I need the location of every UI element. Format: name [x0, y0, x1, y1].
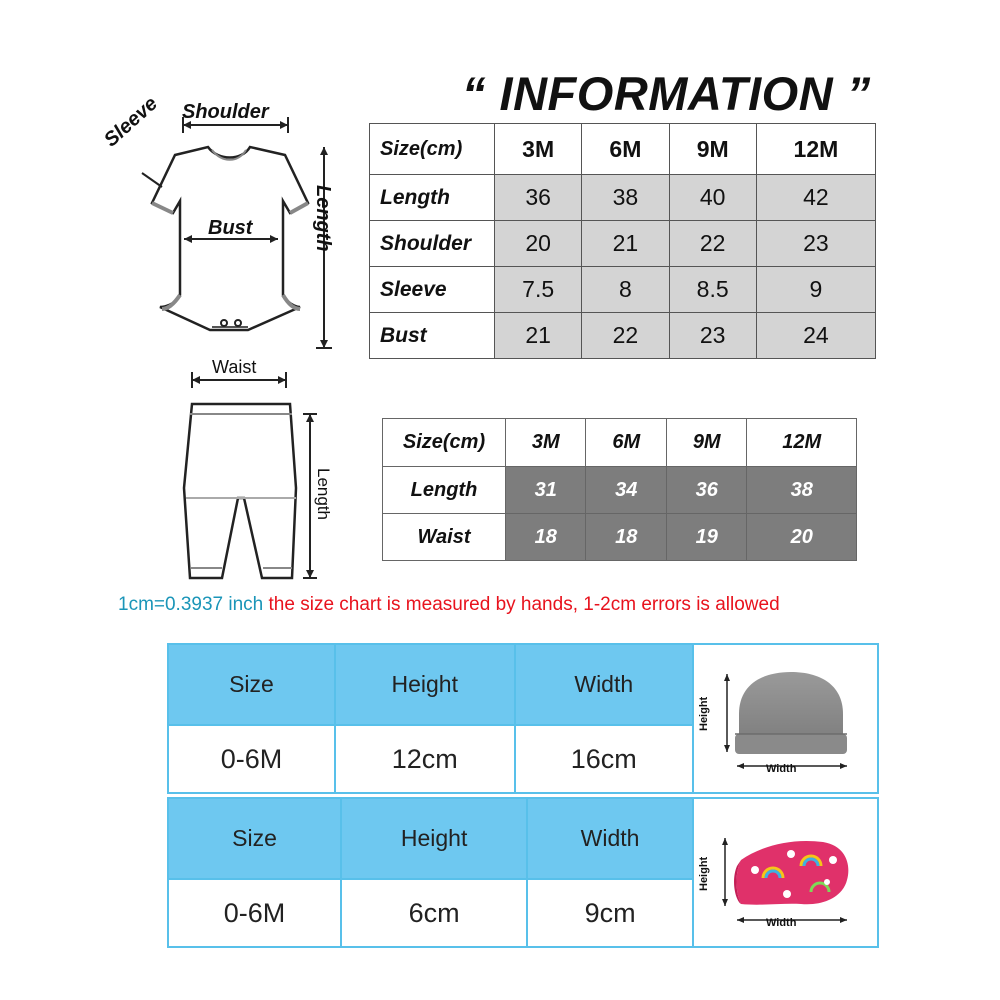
table-cell: 9 [756, 267, 875, 313]
row-label: Sleeve [370, 267, 495, 313]
table-cell: 23 [756, 221, 875, 267]
header-size-cell: Size(cm) [383, 419, 506, 467]
row-label: Length [383, 467, 506, 514]
table-header-row [168, 644, 878, 725]
page-title: “ INFORMATION ” [462, 67, 871, 120]
table-cell: 40 [669, 175, 756, 221]
table-cell: 34 [586, 467, 666, 514]
table-row [383, 467, 857, 514]
header-cell: Height [341, 798, 527, 879]
table-cell: 9cm [527, 879, 693, 947]
table-cell: 31 [506, 467, 586, 514]
pants-diagram [180, 368, 330, 588]
table-cell: 21 [495, 313, 582, 359]
table-cell: 19 [666, 514, 746, 561]
mitten-image-cell [693, 798, 878, 947]
conversion-text: 1cm=0.3937 inch [118, 594, 264, 615]
header-cell: 12M [747, 419, 857, 467]
table-cell: 23 [669, 313, 756, 359]
bodysuit-size-table [369, 123, 876, 359]
table-row [370, 175, 876, 221]
table-cell: 42 [756, 175, 875, 221]
length-label: Length [312, 185, 334, 252]
measurement-note [118, 594, 780, 616]
table-cell: 0-6M [168, 879, 341, 947]
bust-label: Bust [208, 217, 253, 239]
table-cell: 36 [495, 175, 582, 221]
table-cell: 8.5 [669, 267, 756, 313]
table-cell: 21 [582, 221, 669, 267]
row-label: Waist [383, 514, 506, 561]
header-size-cell: Size(cm) [370, 124, 495, 175]
row-label: Shoulder [370, 221, 495, 267]
table-cell: 8 [582, 267, 669, 313]
table-cell: 20 [747, 514, 857, 561]
table-row [370, 221, 876, 267]
table-cell: 18 [586, 514, 666, 561]
waist-label: Waist [212, 357, 257, 377]
header-cell: 6M [586, 419, 666, 467]
header-cell: 3M [506, 419, 586, 467]
table-cell: 38 [747, 467, 857, 514]
table-cell: 38 [582, 175, 669, 221]
header-cell: Width [515, 644, 693, 725]
table-cell: 16cm [515, 725, 693, 793]
mitten-height-label: Height [698, 856, 710, 891]
pants-length-label: Length [314, 468, 333, 520]
mitten-size-table [167, 797, 879, 948]
table-cell: 18 [506, 514, 586, 561]
header-cell: 12M [756, 124, 875, 175]
row-label: Length [370, 175, 495, 221]
mitten-width-label: Width [766, 917, 797, 929]
sleeve-label: Sleeve [100, 92, 162, 152]
header-cell: Size [168, 644, 335, 725]
table-cell: 12cm [335, 725, 515, 793]
header-cell: Size [168, 798, 341, 879]
table-cell: 6cm [341, 879, 527, 947]
header-cell: 6M [582, 124, 669, 175]
row-label: Bust [370, 313, 495, 359]
table-row [370, 313, 876, 359]
hat-size-table [167, 643, 879, 794]
table-cell: 7.5 [495, 267, 582, 313]
table-header-row [383, 419, 857, 467]
hat-width-label: Width [766, 763, 797, 775]
table-row [370, 267, 876, 313]
table-cell: 36 [666, 467, 746, 514]
header-cell: 9M [669, 124, 756, 175]
table-cell: 22 [669, 221, 756, 267]
pants-size-table [382, 418, 857, 561]
header-cell: 9M [666, 419, 746, 467]
header-cell: 3M [495, 124, 582, 175]
table-cell: 22 [582, 313, 669, 359]
header-cell: Height [335, 644, 515, 725]
table-header-row [168, 798, 878, 879]
header-cell: Width [527, 798, 693, 879]
table-row [383, 514, 857, 561]
shoulder-label: Shoulder [182, 101, 269, 123]
table-cell: 24 [756, 313, 875, 359]
table-cell: 0-6M [168, 725, 335, 793]
table-header-row [370, 124, 876, 175]
disclaimer-text: the size chart is measured by hands, 1-2cm errors is allowed [268, 594, 780, 615]
hat-height-label: Height [698, 696, 710, 731]
table-cell: 20 [495, 221, 582, 267]
hat-image-cell [693, 644, 878, 793]
